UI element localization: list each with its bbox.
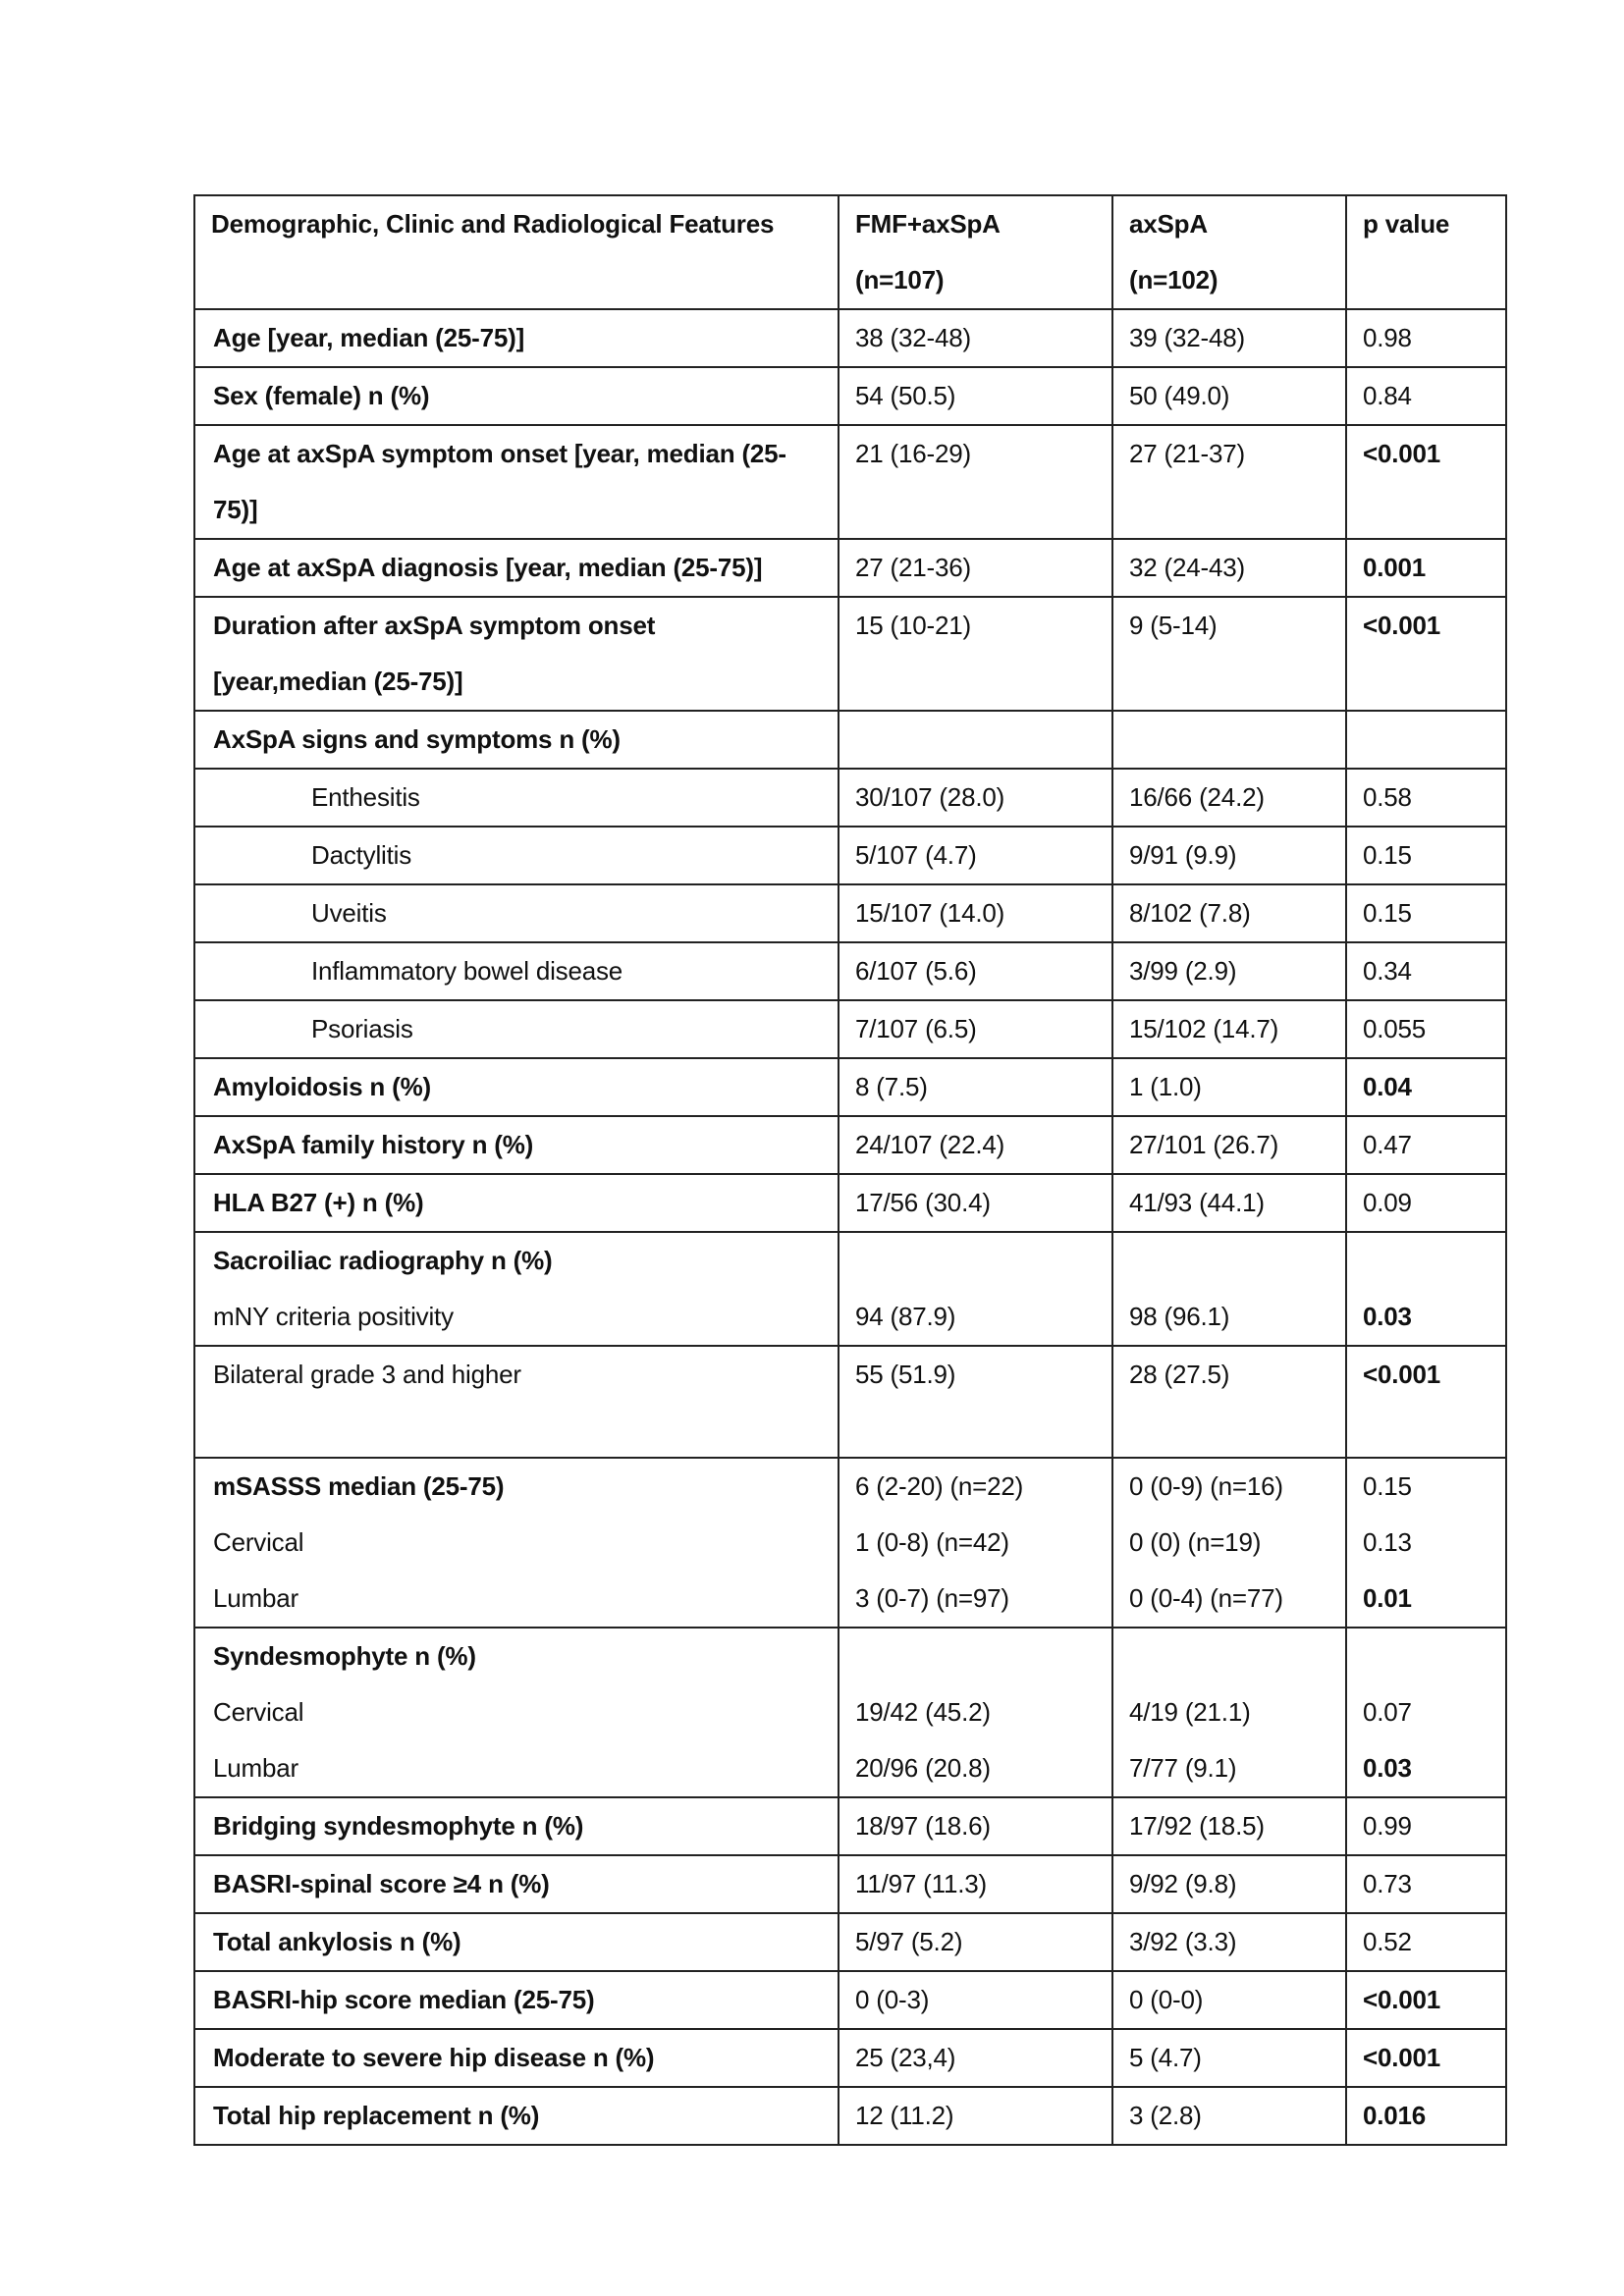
cell-value: 0.15	[1363, 1471, 1412, 1501]
cell-pvalue: <0.001	[1346, 1971, 1506, 2029]
cell-pvalue: 0.99	[1346, 1797, 1506, 1855]
cell-group2: 3/92 (3.3)	[1112, 1913, 1346, 1971]
cell-pvalue: 0.52	[1346, 1913, 1506, 1971]
cell-pvalue: 0.15	[1346, 827, 1506, 884]
cell-value: 0.13	[1363, 1527, 1412, 1557]
row-label-line: Cervical	[213, 1697, 304, 1727]
cell-group1: 18/97 (18.6)	[839, 1797, 1112, 1855]
cell-value: 20/96 (20.8)	[855, 1753, 991, 1783]
cell-pvalue: 0.73	[1346, 1855, 1506, 1913]
cell-group1: 21 (16-29)	[839, 425, 1112, 539]
cell-group2: 9/92 (9.8)	[1112, 1855, 1346, 1913]
cell-pvalue: 0.47	[1346, 1116, 1506, 1174]
cell-group2: 27/101 (26.7)	[1112, 1116, 1346, 1174]
table-row	[194, 1628, 1506, 1797]
section-label: AxSpA signs and symptoms n (%)	[194, 711, 839, 769]
cell-value: 98 (96.1)	[1129, 1302, 1230, 1331]
header-group1-n: (n=107)	[855, 265, 945, 294]
row-label	[194, 425, 839, 539]
cell-value: 0 (0-9) (n=16)	[1129, 1471, 1283, 1501]
cell-group1	[839, 711, 1112, 769]
table-row	[194, 942, 1506, 1000]
cell-pvalue	[1346, 711, 1506, 769]
cell-pvalue: 0.98	[1346, 309, 1506, 367]
cell-pvalue: 0.84	[1346, 367, 1506, 425]
cell-group2	[1112, 711, 1346, 769]
row-label	[194, 597, 839, 711]
cell-value: 0.03	[1363, 1302, 1412, 1331]
row-label-line: Lumbar	[213, 1583, 298, 1613]
cell-group2	[1112, 1458, 1346, 1628]
row-label-line: Duration after axSpA symptom onset	[213, 611, 656, 640]
row-label: Age at axSpA diagnosis [year, median (25-75)]	[194, 539, 839, 597]
row-label: Total hip replacement n (%)	[194, 2087, 839, 2145]
cell-group2: 28 (27.5)	[1112, 1346, 1346, 1458]
cell-group2	[1112, 1232, 1346, 1346]
table-row	[194, 2087, 1506, 2145]
section-label: Syndesmophyte n (%)	[213, 1641, 476, 1671]
table-row	[194, 1797, 1506, 1855]
cell-group2: 8/102 (7.8)	[1112, 884, 1346, 942]
cell-pvalue: 0.001	[1346, 539, 1506, 597]
cell-group1: 30/107 (28.0)	[839, 769, 1112, 827]
cell-group1: 55 (51.9)	[839, 1346, 1112, 1458]
cell-value: 4/19 (21.1)	[1129, 1697, 1251, 1727]
cell-group2: 41/93 (44.1)	[1112, 1174, 1346, 1232]
cell-group1: 8 (7.5)	[839, 1058, 1112, 1116]
row-label: BASRI-spinal score ≥4 n (%)	[194, 1855, 839, 1913]
header-group1	[839, 195, 1112, 309]
table-row	[194, 769, 1506, 827]
cell-group2	[1112, 1628, 1346, 1797]
header-group2	[1112, 195, 1346, 309]
cell-group2: 3/99 (2.9)	[1112, 942, 1346, 1000]
header-pvalue: p value	[1346, 195, 1506, 309]
row-label-line: 75)]	[213, 495, 258, 524]
row-label	[194, 1232, 839, 1346]
cell-group1	[839, 1458, 1112, 1628]
table-row	[194, 1458, 1506, 1628]
header-feature	[194, 195, 839, 309]
row-label: AxSpA family history n (%)	[194, 1116, 839, 1174]
table-row	[194, 1116, 1506, 1174]
table-row	[194, 827, 1506, 884]
row-label: HLA B27 (+) n (%)	[194, 1174, 839, 1232]
cell-value: 0 (0-4) (n=77)	[1129, 1583, 1283, 1613]
header-group2-n: (n=102)	[1129, 265, 1218, 294]
row-label: Sex (female) n (%)	[194, 367, 839, 425]
row-label: Age [year, median (25-75)]	[194, 309, 839, 367]
cell-pvalue: <0.001	[1346, 425, 1506, 539]
table-row	[194, 884, 1506, 942]
header-row	[194, 195, 1506, 309]
cell-group1: 17/56 (30.4)	[839, 1174, 1112, 1232]
header-feature-text: Demographic, Clinic and Radiological Features	[211, 209, 775, 239]
row-label-line: Lumbar	[213, 1753, 298, 1783]
cell-group1: 27 (21-36)	[839, 539, 1112, 597]
cell-group2: 17/92 (18.5)	[1112, 1797, 1346, 1855]
cell-group2: 15/102 (14.7)	[1112, 1000, 1346, 1058]
cell-group2: 27 (21-37)	[1112, 425, 1346, 539]
header-group2-name: axSpA	[1129, 209, 1208, 239]
cell-pvalue	[1346, 1628, 1506, 1797]
table-row	[194, 309, 1506, 367]
header-group1-name: FMF+axSpA	[855, 209, 1001, 239]
cell-value: 3 (0-7) (n=97)	[855, 1583, 1009, 1613]
cell-pvalue: 0.58	[1346, 769, 1506, 827]
cell-pvalue: 0.34	[1346, 942, 1506, 1000]
table-row	[194, 539, 1506, 597]
table-row	[194, 1174, 1506, 1232]
row-label: Moderate to severe hip disease n (%)	[194, 2029, 839, 2087]
cell-pvalue: 0.15	[1346, 884, 1506, 942]
cell-value: 7/77 (9.1)	[1129, 1753, 1237, 1783]
cell-pvalue: 0.04	[1346, 1058, 1506, 1116]
cell-group1: 54 (50.5)	[839, 367, 1112, 425]
cell-group2: 32 (24-43)	[1112, 539, 1346, 597]
row-label: Amyloidosis n (%)	[194, 1058, 839, 1116]
row-label: Uveitis	[194, 884, 839, 942]
row-label: BASRI-hip score median (25-75)	[194, 1971, 839, 2029]
cell-group1	[839, 1232, 1112, 1346]
cell-value: 0.03	[1363, 1753, 1412, 1783]
cell-group1: 11/97 (11.3)	[839, 1855, 1112, 1913]
row-label: Total ankylosis n (%)	[194, 1913, 839, 1971]
cell-pvalue: 0.055	[1346, 1000, 1506, 1058]
cell-group2: 9 (5-14)	[1112, 597, 1346, 711]
cell-group1: 7/107 (6.5)	[839, 1000, 1112, 1058]
table-row	[194, 1971, 1506, 2029]
table-row	[194, 1000, 1506, 1058]
cell-group2: 3 (2.8)	[1112, 2087, 1346, 2145]
row-label-line: [year,median (25-75)]	[213, 667, 463, 696]
row-label-line: Age at axSpA symptom onset [year, median (25-	[213, 439, 786, 468]
table-row	[194, 1058, 1506, 1116]
section-row	[194, 711, 1506, 769]
row-label: Bilateral grade 3 and higher	[194, 1346, 839, 1458]
cell-group1: 25 (23,4)	[839, 2029, 1112, 2087]
row-label: Enthesitis	[194, 769, 839, 827]
cell-value: 1 (0-8) (n=42)	[855, 1527, 1009, 1557]
cell-value: 6 (2-20) (n=22)	[855, 1471, 1024, 1501]
cell-group2: 50 (49.0)	[1112, 367, 1346, 425]
cell-group2: 16/66 (24.2)	[1112, 769, 1346, 827]
row-label-line: mNY criteria positivity	[213, 1302, 454, 1331]
cell-group1: 0 (0-3)	[839, 1971, 1112, 2029]
row-label	[194, 1458, 839, 1628]
cell-group2: 5 (4.7)	[1112, 2029, 1346, 2087]
cell-value: 0.07	[1363, 1697, 1412, 1727]
cell-group2: 39 (32-48)	[1112, 309, 1346, 367]
cell-group1: 38 (32-48)	[839, 309, 1112, 367]
cell-group1: 24/107 (22.4)	[839, 1116, 1112, 1174]
cell-pvalue	[1346, 1232, 1506, 1346]
table-row	[194, 597, 1506, 711]
cell-group1: 6/107 (5.6)	[839, 942, 1112, 1000]
table-row	[194, 1855, 1506, 1913]
cell-group1: 5/107 (4.7)	[839, 827, 1112, 884]
cell-pvalue: <0.001	[1346, 2029, 1506, 2087]
table-row	[194, 1913, 1506, 1971]
row-label: Psoriasis	[194, 1000, 839, 1058]
table-row	[194, 367, 1506, 425]
table-row	[194, 425, 1506, 539]
row-label: Dactylitis	[194, 827, 839, 884]
cell-value: 0 (0) (n=19)	[1129, 1527, 1262, 1557]
cell-pvalue: <0.001	[1346, 597, 1506, 711]
row-label: Inflammatory bowel disease	[194, 942, 839, 1000]
cell-pvalue: <0.001	[1346, 1346, 1506, 1458]
cell-pvalue: 0.09	[1346, 1174, 1506, 1232]
cell-group2: 1 (1.0)	[1112, 1058, 1346, 1116]
cell-pvalue	[1346, 1458, 1506, 1628]
row-label-line: Cervical	[213, 1527, 304, 1557]
cell-group1: 12 (11.2)	[839, 2087, 1112, 2145]
cell-group1	[839, 1628, 1112, 1797]
cell-group2: 0 (0-0)	[1112, 1971, 1346, 2029]
cell-value: 19/42 (45.2)	[855, 1697, 991, 1727]
table-row	[194, 2029, 1506, 2087]
cell-group1: 15/107 (14.0)	[839, 884, 1112, 942]
table-row	[194, 1346, 1506, 1458]
cell-group2: 9/91 (9.9)	[1112, 827, 1346, 884]
table-row	[194, 1232, 1506, 1346]
row-label: Bridging syndesmophyte n (%)	[194, 1797, 839, 1855]
cell-value: 94 (87.9)	[855, 1302, 956, 1331]
cell-value: 0.01	[1363, 1583, 1412, 1613]
results-table	[193, 194, 1507, 2146]
cell-group1: 5/97 (5.2)	[839, 1913, 1112, 1971]
cell-group1: 15 (10-21)	[839, 597, 1112, 711]
cell-pvalue: 0.016	[1346, 2087, 1506, 2145]
section-label: Sacroiliac radiography n (%)	[213, 1246, 553, 1275]
row-label	[194, 1628, 839, 1797]
section-label: mSASSS median (25-75)	[213, 1471, 505, 1501]
